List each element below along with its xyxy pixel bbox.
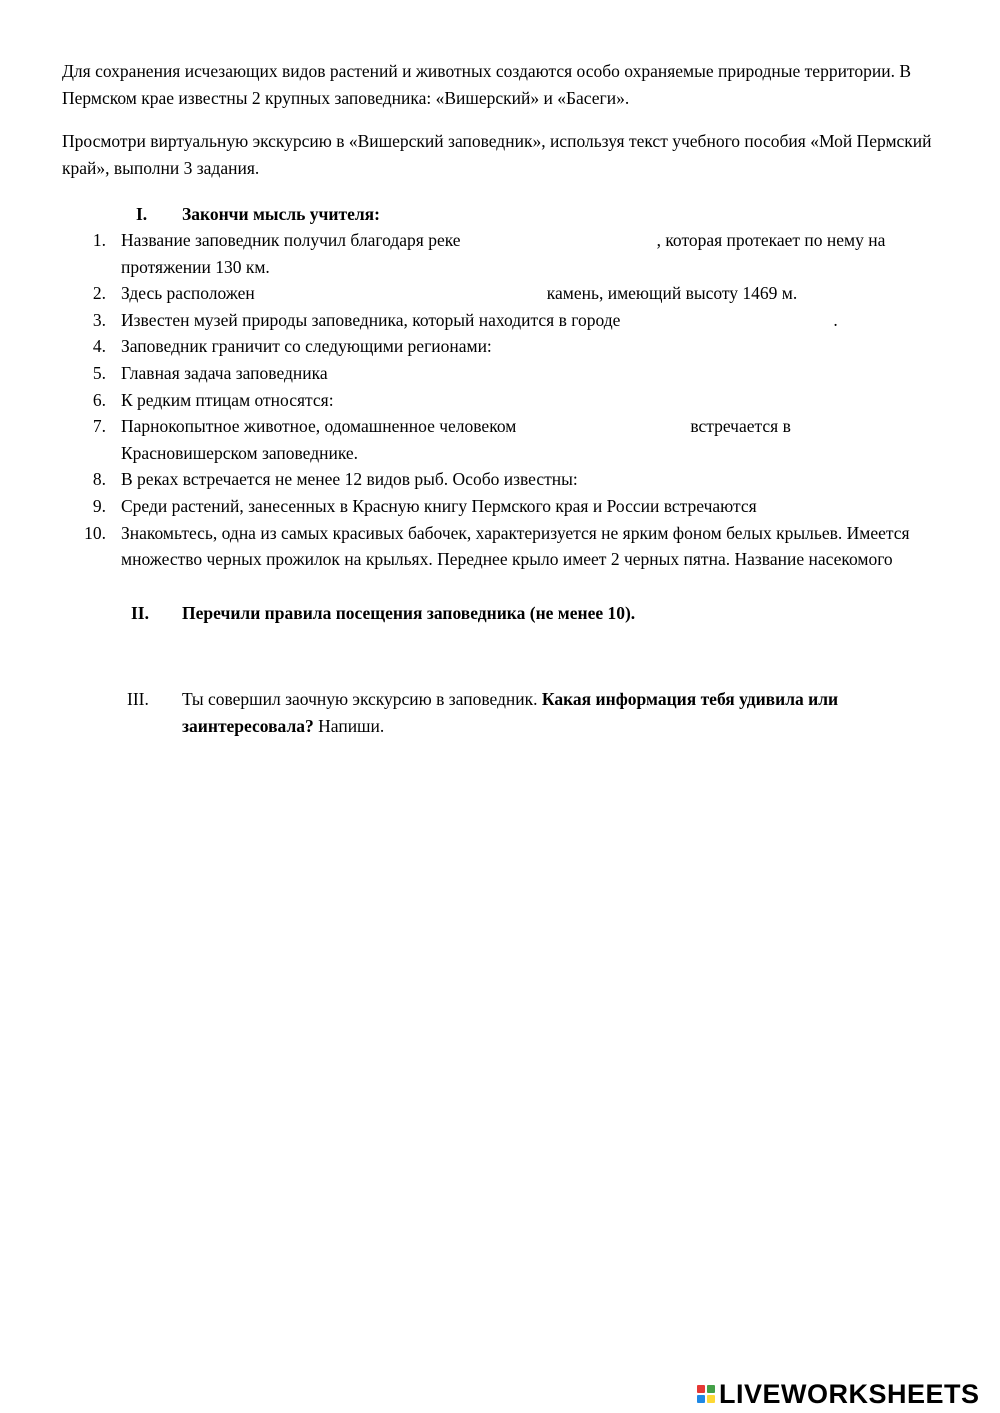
section-3-number: III.: [127, 689, 149, 709]
logo-square-green: [707, 1385, 715, 1393]
task-text-end: камень, имеющий высоту 1469 м.: [546, 283, 798, 304]
task-list: [0, 227, 1000, 573]
task-number: 10.: [84, 522, 106, 543]
liveworksheets-logo: [697, 1380, 980, 1408]
logo-text: LIVEWORKSHEETS: [719, 1378, 980, 1409]
section-3-text-plain: Ты совершил заочную экскурсию в заповедник.: [182, 689, 538, 709]
task-text: Знакомьтесь, одна из самых красивых бабочек, характеризуется не ярким фоном белых крыльев. Имеется множество черных прожилок на крыльях. Переднее крыло имеет 2 черных пятна. Название насекомого: [121, 522, 910, 570]
section-3-text-end: Напиши.: [318, 716, 385, 736]
task-number: 9.: [92, 495, 106, 516]
task-number: 8.: [92, 469, 106, 490]
task-item-4: [0, 333, 931, 360]
task-text: Название заповедник получил благодаря реке: [121, 230, 461, 250]
task-number: 5.: [92, 362, 106, 383]
task-item-1: [0, 227, 931, 280]
task-text: Главная задача заповедника: [121, 362, 328, 383]
task-item-8: [0, 466, 931, 493]
task-item-6: [0, 387, 931, 414]
section-2-title: Перечили правила посещения заповедника (не менее 10).: [182, 603, 636, 623]
task-number: 1.: [92, 230, 106, 250]
section-2-number: II.: [131, 603, 149, 623]
section-3-text: [182, 686, 932, 740]
task-item-9: [0, 493, 931, 520]
task-number: 4.: [92, 336, 106, 357]
task-item-7: [0, 413, 931, 466]
logo-square-blue: [697, 1395, 705, 1403]
logo-square-yellow: [707, 1395, 715, 1403]
logo-grid-icon: [697, 1385, 715, 1403]
task-text: Известен музей природы заповедника, который находится в городе: [121, 309, 621, 330]
task-number: 2.: [92, 283, 106, 304]
task-number: 7.: [92, 416, 106, 437]
task-text: Среди растений, занесенных в Красную книгу Пермского края и России встречаются: [121, 495, 757, 516]
task-number: 3.: [92, 309, 106, 330]
task-text: Парнокопытное животное, одомашненное человеком: [121, 416, 517, 437]
task-text: Здесь расположен: [121, 283, 255, 304]
task-item-3: [0, 307, 941, 334]
task-text: Заповедник граничит со следующими регионами:: [121, 336, 492, 357]
section-1-number: I.: [136, 204, 148, 224]
task-item-10: [0, 520, 931, 573]
section-3-question: Какая информация тебя удивила или заинтересовала?: [182, 689, 839, 736]
intro-paragraph-2: Просмотри виртуальную экскурсию в «Вишерский заповедник», используя текст учебного пособия «Мой Пермский край», выполни 3 задания.: [62, 131, 932, 178]
logo-square-red: [697, 1385, 705, 1393]
task-text-end: , которая протекает по нему на протяжении 130 км.: [121, 230, 886, 277]
task-text-end: .: [833, 309, 838, 330]
task-text-end: встречается в Красновишерском заповеднике.: [121, 416, 791, 463]
task-item-2: [0, 280, 931, 307]
section-1-title: Закончи мысль учителя:: [182, 204, 380, 224]
task-number: 6.: [92, 389, 106, 410]
task-text: К редким птицам относятся:: [121, 389, 334, 410]
intro-paragraph-1: Для сохранения исчезающих видов растений и животных создаются особо охраняемые природные территории. В Пермском крае известны 2 крупных заповедника: «Вишерский» и «Басеги».: [62, 61, 912, 108]
task-text: В реках встречается не менее 12 видов рыб. Особо известны:: [121, 469, 578, 490]
task-item-5: [0, 360, 931, 387]
